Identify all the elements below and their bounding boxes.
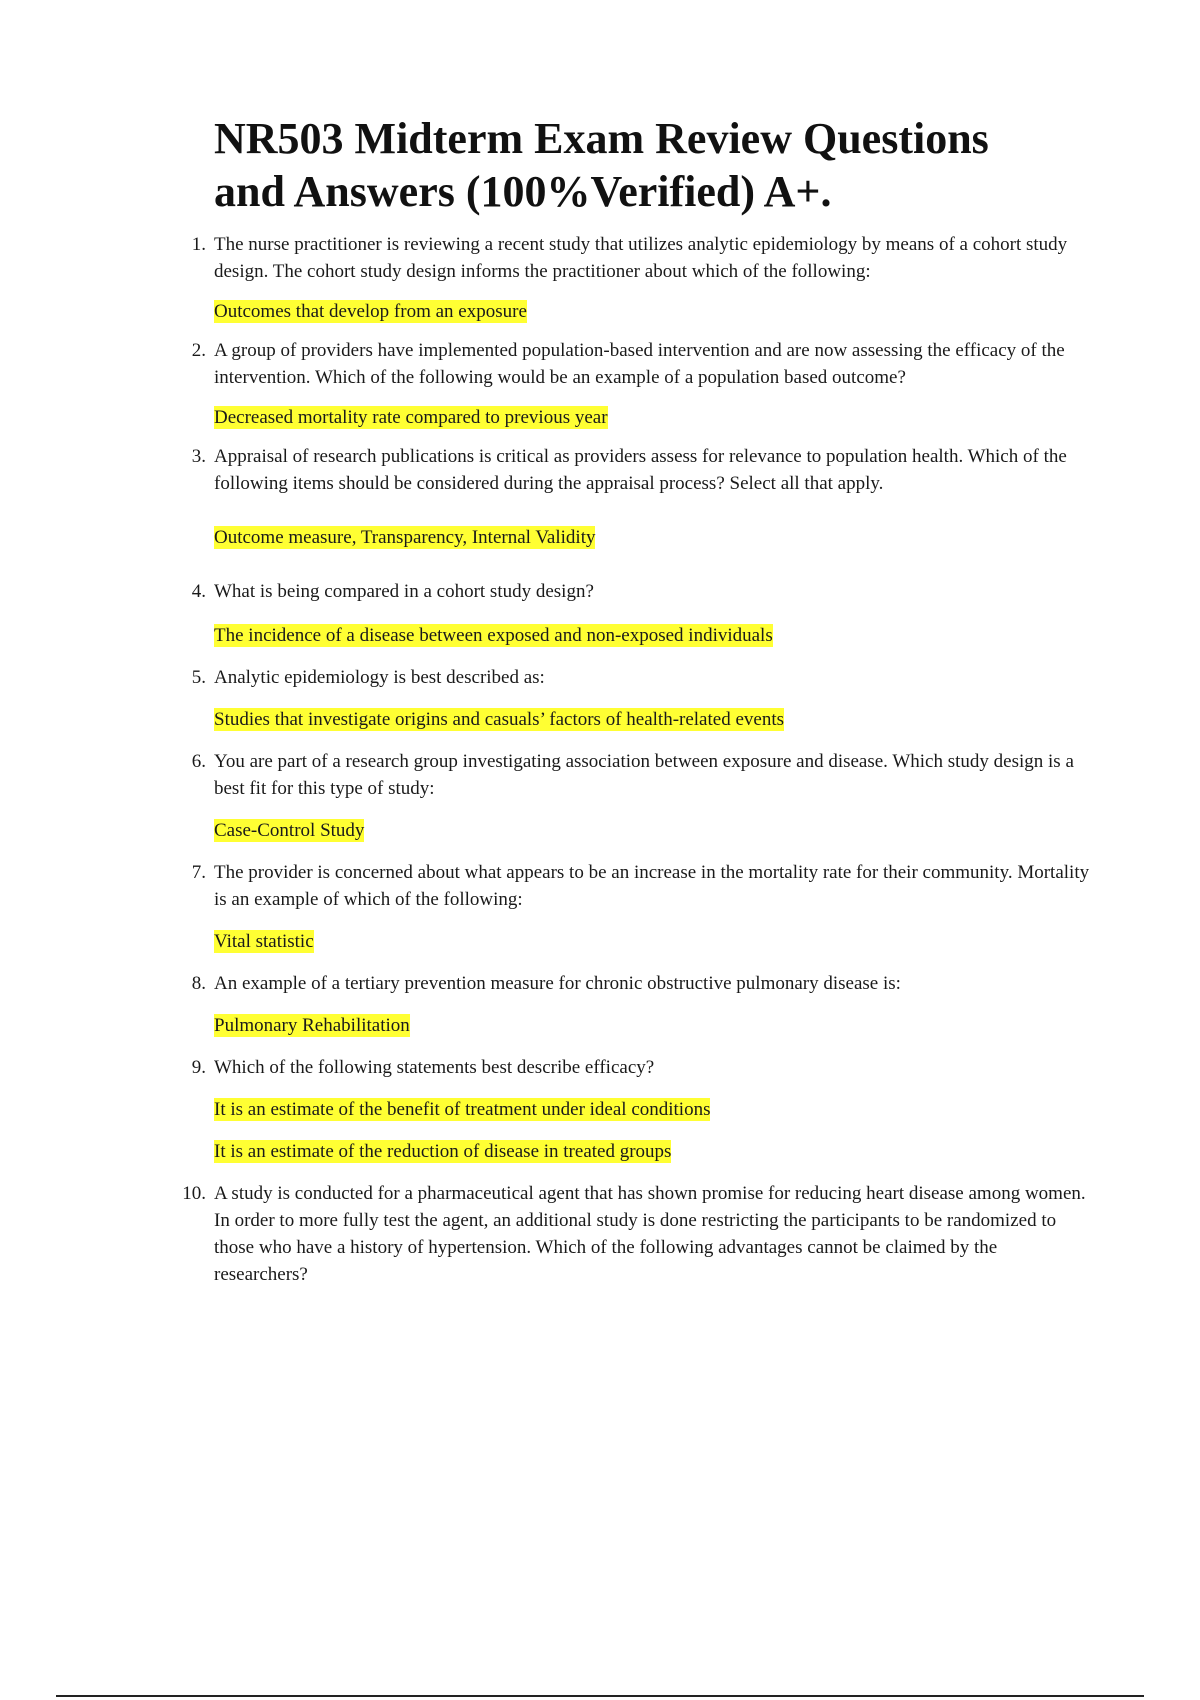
answer-highlight: Outcome measure, Transparency, Internal Validity bbox=[214, 527, 596, 548]
title-line-2: and Answers (100%Verified) A+. bbox=[214, 167, 832, 216]
question-item bbox=[191, 443, 1094, 551]
question-text: A study is conducted for a pharmaceutical agent that has shown promise for reducing heart disease among women. In order to more fully test the agent, an additional study is done restricting the participants to be randomized to those who have a history of hypertension. Which of the following advantages cannot be claimed by the researchers? bbox=[214, 1183, 1086, 1285]
question-item bbox=[182, 1180, 1094, 1288]
answer-highlight: Case-Control Study bbox=[214, 820, 365, 841]
question-item bbox=[191, 970, 1094, 1039]
question-number: 5. bbox=[191, 667, 206, 688]
answer-highlight: It is an estimate of the reduction of disease in treated groups bbox=[214, 1141, 672, 1162]
question-text: Appraisal of research publications is critical as providers assess for relevance to population health. Which of the following items should be considered during the appraisal process? Select all that apply. bbox=[214, 446, 1067, 494]
answer-text bbox=[214, 298, 1094, 325]
answer-text bbox=[214, 404, 1094, 431]
question-text: A group of providers have implemented population-based intervention and are now assessing the efficacy of the intervention. Which of the following would be an example of a population based outcome? bbox=[214, 340, 1065, 388]
question-text: What is being compared in a cohort study design? bbox=[214, 581, 594, 602]
answer-text bbox=[214, 1096, 1094, 1123]
answer-highlight: Outcomes that develop from an exposure bbox=[214, 301, 527, 322]
answer-highlight: It is an estimate of the benefit of treatment under ideal conditions bbox=[214, 1099, 711, 1120]
answer-text bbox=[214, 706, 1094, 733]
question-text: The nurse practitioner is reviewing a recent study that utilizes analytic epidemiology by means of a cohort study design. The cohort study design informs the practitioner about which of the following: bbox=[214, 234, 1068, 282]
title-line-1: NR503 Midterm Exam Review Questions bbox=[214, 114, 989, 163]
question-text: Which of the following statements best describe efficacy? bbox=[214, 1057, 655, 1078]
question-number: 6. bbox=[191, 751, 206, 772]
answer-text bbox=[214, 622, 1094, 649]
question-item bbox=[191, 664, 1094, 733]
question-text: You are part of a research group investigating association between exposure and disease. Which study design is a best fit for this type of study: bbox=[214, 751, 1074, 799]
answer-text bbox=[214, 1012, 1094, 1039]
question-list bbox=[182, 231, 1094, 1288]
answer-highlight: Pulmonary Rehabilitation bbox=[214, 1015, 410, 1036]
question-number: 8. bbox=[191, 973, 206, 994]
question-text: The provider is concerned about what appears to be an increase in the mortality rate for their community. Mortality is an example of which of the following: bbox=[214, 862, 1090, 910]
question-number: 10. bbox=[182, 1183, 206, 1204]
question-item bbox=[191, 578, 1094, 649]
question-number: 2. bbox=[191, 340, 206, 361]
question-item bbox=[191, 859, 1094, 955]
answer-text bbox=[214, 524, 1094, 551]
answer-text bbox=[214, 817, 1094, 844]
document-title bbox=[214, 112, 1114, 218]
question-number: 3. bbox=[191, 446, 206, 467]
question-number: 9. bbox=[191, 1057, 206, 1078]
answer-highlight: Vital statistic bbox=[214, 931, 314, 952]
question-item bbox=[191, 748, 1094, 844]
answer-text bbox=[214, 1138, 1094, 1165]
question-number: 1. bbox=[191, 234, 206, 255]
answer-highlight: The incidence of a disease between exposed and non-exposed individuals bbox=[214, 625, 773, 646]
question-item bbox=[191, 337, 1094, 431]
answer-highlight: Studies that investigate origins and casuals’ factors of health-related events bbox=[214, 709, 784, 730]
question-number: 7. bbox=[191, 862, 206, 883]
answer-text bbox=[214, 928, 1094, 955]
page-bottom-divider bbox=[56, 1695, 1144, 1697]
question-text: An example of a tertiary prevention measure for chronic obstructive pulmonary disease is: bbox=[214, 973, 901, 994]
question-text: Analytic epidemiology is best described as: bbox=[214, 667, 545, 688]
question-item bbox=[191, 231, 1094, 325]
question-item bbox=[191, 1054, 1094, 1165]
question-number: 4. bbox=[191, 581, 206, 602]
answer-highlight: Decreased mortality rate compared to previous year bbox=[214, 407, 608, 428]
